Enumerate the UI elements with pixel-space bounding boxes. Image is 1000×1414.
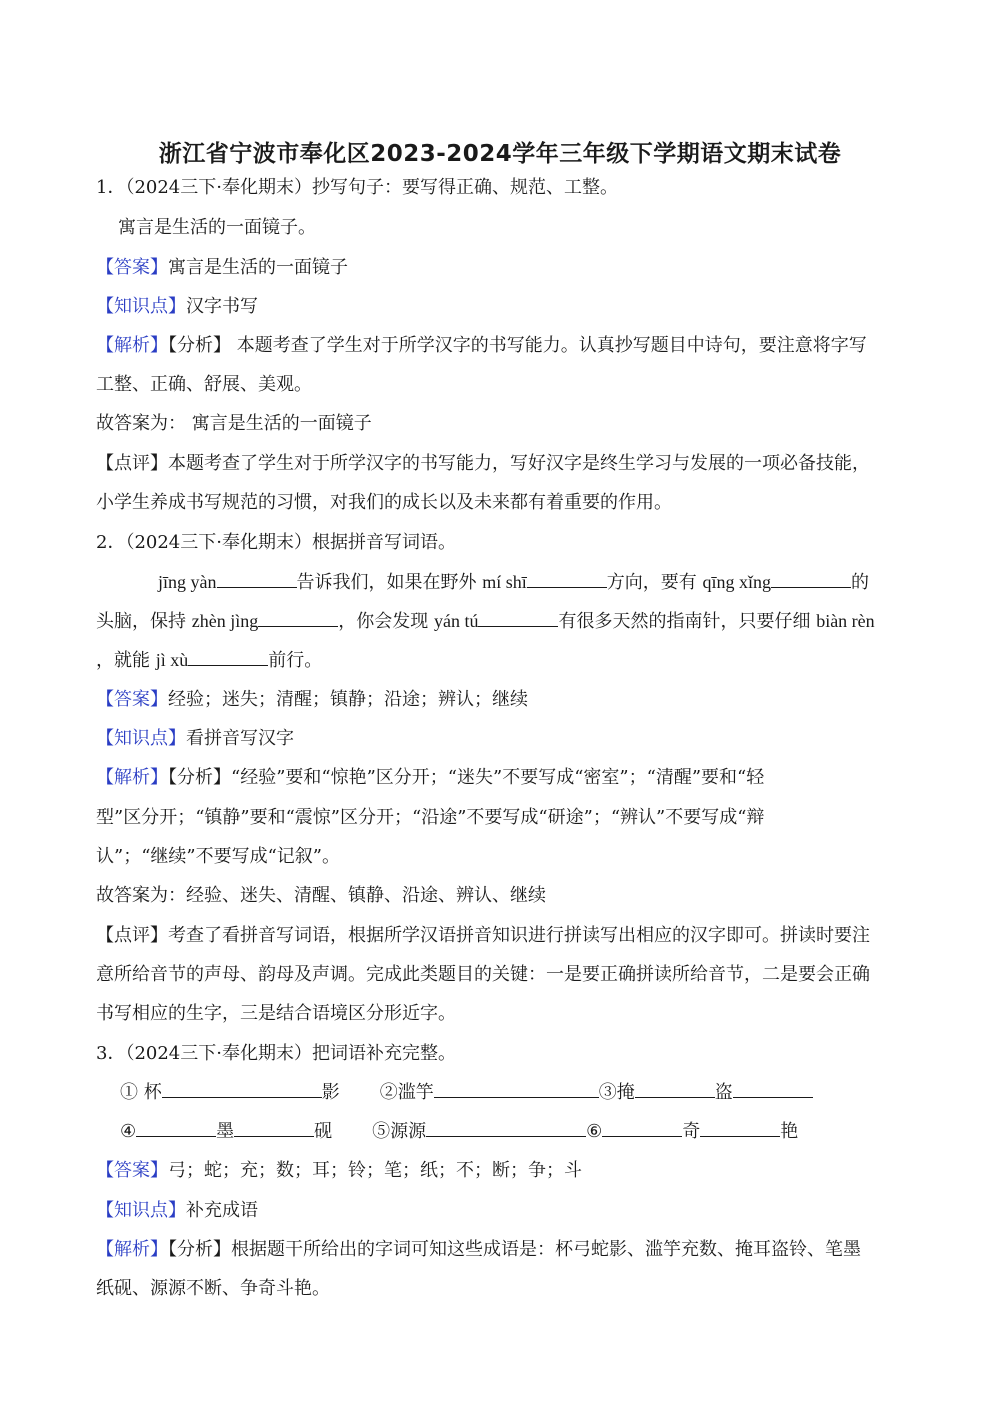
analysis-sub-tag: 【分析】 <box>168 767 231 788</box>
idiom-char: 砚 <box>314 1121 333 1142</box>
q2-final-answer: 故答案为：经验、迷失、清醒、镇静、沿途、辨认、继续 <box>96 885 546 906</box>
answer-blank[interactable] <box>136 1116 216 1137</box>
answer-tag: 【答案】 <box>96 257 168 278</box>
idiom-number: ④ <box>120 1121 137 1142</box>
idiom-number: ③掩 <box>598 1082 635 1103</box>
q1-comment-1: 本题考查了学生对于所学汉字的书写能力，写好汉字是终生学习与发展的一项必备技能， <box>168 453 870 474</box>
answer-blank[interactable] <box>635 1077 715 1098</box>
idiom-char: 艳 <box>780 1121 799 1142</box>
q2-analysis-3: 认”；“继续”不要写成“记叙”。 <box>96 846 341 867</box>
pinyin: mí shī <box>482 572 527 592</box>
q2-analysis-2: 型”区分开；“镇静”要和“震惊”区分开；“沿途”不要写成“研途”；“辨认”不要写成“辩 <box>96 807 765 828</box>
analysis-sub-tag: 【分析】 <box>168 335 231 356</box>
answer-blank[interactable] <box>771 567 851 588</box>
pinyin: jì xù <box>155 650 189 670</box>
q2-knowledge: 看拼音写汉字 <box>186 728 294 749</box>
q2-answer: 经验；迷失；清醒；镇静；沿途；辨认；继续 <box>168 689 528 710</box>
pinyin: qīng xǐng <box>702 572 771 592</box>
idiom-char: 墨 <box>216 1121 235 1142</box>
idiom-char: 盗 <box>714 1082 733 1103</box>
q3-knowledge-line <box>96 1191 916 1231</box>
pinyin: yán tú <box>433 611 479 631</box>
idiom-char: 影 <box>321 1082 340 1103</box>
comment-tag: 【点评】 <box>96 925 168 946</box>
passage-text: 告诉我们，如果在野外 <box>296 572 477 593</box>
q1-answer-line <box>96 248 916 288</box>
passage-text: 的 <box>851 572 869 593</box>
knowledge-tag: 【知识点】 <box>96 728 186 749</box>
q1-sentence: 寓言是生活的一面镜子。 <box>118 217 316 238</box>
analysis-tag: 【解析】 <box>96 767 168 788</box>
answer-blank[interactable] <box>162 1077 322 1098</box>
answer-blank[interactable] <box>434 1077 599 1098</box>
idiom-number: ②滥竽 <box>379 1082 434 1103</box>
answer-blank[interactable] <box>733 1077 813 1098</box>
page-title: 浙江省宁波市奉化区2023-2024学年三年级下学期语文期末试卷 <box>158 141 842 167</box>
passage-text: 方向，要有 <box>606 572 697 593</box>
idiom-number: ⑤源源 <box>372 1121 427 1142</box>
q1-comment-line <box>96 444 916 484</box>
knowledge-tag: 【知识点】 <box>96 1200 186 1221</box>
comment-tag: 【点评】 <box>96 453 168 474</box>
analysis-tag: 【解析】 <box>96 335 168 356</box>
q1-knowledge: 汉字书写 <box>186 296 258 317</box>
q3-analysis-1: 根据题干所给出的字词可知这些成语是：杯弓蛇影、滥竽充数、掩耳盗铃、笔墨 <box>231 1239 861 1260</box>
q2-passage-2 <box>96 601 916 641</box>
answer-tag: 【答案】 <box>96 689 168 710</box>
q2-comment-line <box>96 916 916 956</box>
answer-blank[interactable] <box>217 567 297 588</box>
q1-final-answer: 故答案为： 寓言是生活的一面镜子 <box>96 413 372 434</box>
answer-blank[interactable] <box>700 1116 780 1137</box>
q1-answer: 寓言是生活的一面镜子 <box>168 257 348 278</box>
q2-analysis-line <box>96 758 916 798</box>
q1-analysis-1: 本题考查了学生对于所学汉字的书写能力。认真抄写题目中诗句，要注意将字写 <box>231 335 867 356</box>
q1-analysis-2: 工整、正确、舒展、美观。 <box>96 374 312 395</box>
q1-analysis-line <box>96 326 916 366</box>
idiom-number: ① 杯 <box>120 1082 162 1103</box>
answer-blank[interactable] <box>527 567 607 588</box>
analysis-sub-tag: 【分析】 <box>168 1239 231 1260</box>
pinyin: biàn rèn <box>816 611 875 631</box>
q2-passage-3 <box>96 640 916 680</box>
passage-text: 头脑，保持 <box>96 611 186 632</box>
q3-knowledge: 补充成语 <box>186 1200 258 1221</box>
pinyin: zhèn jìng <box>191 611 259 631</box>
answer-blank[interactable] <box>188 645 268 666</box>
knowledge-tag: 【知识点】 <box>96 296 186 317</box>
answer-blank[interactable] <box>602 1116 682 1137</box>
answer-blank[interactable] <box>426 1116 586 1137</box>
q3-analysis-line <box>96 1230 916 1270</box>
q3-stem: 3．（2024三下·奉化期末）把词语补充完整。 <box>96 1043 456 1064</box>
idiom-number: ⑥ <box>586 1121 603 1142</box>
q2-answer-line <box>96 680 916 720</box>
answer-blank[interactable] <box>234 1116 314 1137</box>
q2-passage-1 <box>158 562 978 602</box>
q2-analysis-1: “经验”要和“惊艳”区分开；“迷失”不要写成“密室”；“清醒”要和“轻 <box>231 767 765 788</box>
q3-row-1 <box>120 1073 940 1113</box>
answer-blank[interactable] <box>478 606 558 627</box>
q2-comment-2: 意所给音节的声母、韵母及声调。完成此类题目的关键：一是要正确拼读所给音节，二是要会正确 <box>96 964 870 985</box>
idiom-char: 奇 <box>682 1121 701 1142</box>
passage-text: ，就能 <box>96 650 150 671</box>
q1-comment-2: 小学生养成书写规范的习惯，对我们的成长以及未来都有着重要的作用。 <box>96 492 672 513</box>
passage-text: ，你会发现 <box>338 611 429 632</box>
q3-analysis-2: 纸砚、源源不断、争奇斗艳。 <box>96 1278 330 1299</box>
pinyin: jīng yàn <box>158 572 217 592</box>
q2-stem: 2．（2024三下·奉化期末）根据拼音写词语。 <box>96 532 456 553</box>
q3-answer: 弓；蛇；充；数；耳；铃；笔；纸；不；断；争；斗 <box>168 1160 582 1181</box>
q2-knowledge-line <box>96 719 916 759</box>
q1-stem: 1．（2024三下·奉化期末）抄写句子：要写得正确、规范、工整。 <box>96 177 618 198</box>
analysis-tag: 【解析】 <box>96 1239 168 1260</box>
answer-tag: 【答案】 <box>96 1160 168 1181</box>
q1-knowledge-line <box>96 287 916 327</box>
passage-text: 前行。 <box>268 650 323 671</box>
q2-comment-1: 考查了看拼音写词语，根据所学汉语拼音知识进行拼读写出相应的汉字即可。拼读时要注 <box>168 925 870 946</box>
q3-answer-line <box>96 1151 916 1191</box>
answer-blank[interactable] <box>258 606 338 627</box>
q2-comment-3: 书写相应的生字，三是结合语境区分形近字。 <box>96 1003 456 1024</box>
q3-row-2 <box>120 1112 940 1152</box>
passage-text: 有很多天然的指南针，只要仔细 <box>558 611 811 632</box>
